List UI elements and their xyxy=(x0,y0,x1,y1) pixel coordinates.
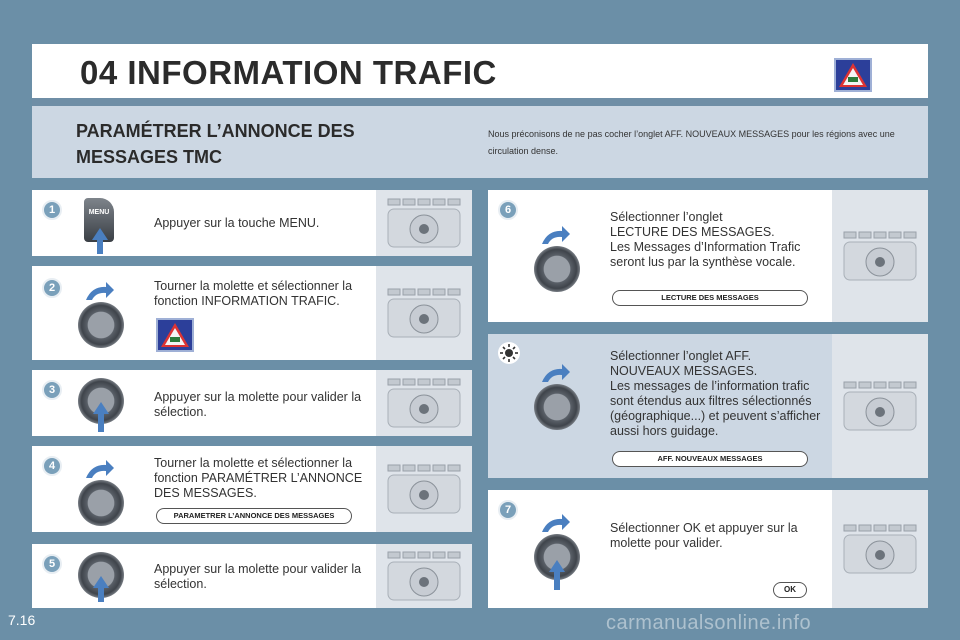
press-arrow-icon xyxy=(91,574,111,604)
radio-panel-image xyxy=(376,190,472,256)
radio-panel-drawing xyxy=(376,544,472,608)
step-text-4: Tourner la molette et sélectionner la fonction PARAMÉTRER L’ANNONCE DES MESSAGES. xyxy=(154,456,363,500)
radio-panel-drawing xyxy=(376,370,472,436)
advice-note: Nous préconisons de ne pas cocher l’onglet AFF. NOUVEAUX MESSAGES pour les régions avec une circulation dense. xyxy=(488,129,895,156)
press-arrow-icon xyxy=(91,400,111,434)
step-text-7: Sélectionner OK et appuyer sur la molette pour valider. xyxy=(610,521,798,550)
press-arrow-icon xyxy=(90,226,110,256)
radio-panel-drawing xyxy=(832,490,928,608)
step-number-3: 3 xyxy=(42,380,62,400)
radio-panel-image xyxy=(376,266,472,360)
traffic-info-icon xyxy=(156,318,194,352)
radio-panel-image xyxy=(832,490,928,608)
radio-panel-drawing xyxy=(376,190,472,256)
menu-option-pill: LECTURE DES MESSAGES xyxy=(612,290,808,306)
menu-option-pill: PARAMETRER L’ANNONCE DES MESSAGES xyxy=(156,508,352,524)
turn-arrow-icon xyxy=(84,280,116,302)
step-text-6: Sélectionner l’onglet LECTURE DES MESSAGES. Les Messages d’Information Trafic seront lus par la synthèse vocale. xyxy=(610,210,801,269)
radio-panel-drawing xyxy=(376,446,472,532)
menu-button-icon: MENU xyxy=(84,198,114,242)
turn-arrow-icon xyxy=(84,458,116,480)
step-text-2: Tourner la molette et sélectionner la fonction INFORMATION TRAFIC. xyxy=(154,279,353,308)
step-number-6: 6 xyxy=(498,200,518,220)
radio-panel-image xyxy=(376,544,472,608)
radio-panel-image xyxy=(832,190,928,322)
radio-panel-drawing xyxy=(832,334,928,478)
header-rule xyxy=(32,98,928,106)
page-number: 7.16 xyxy=(8,612,36,628)
rotary-knob-icon xyxy=(78,302,124,348)
turn-arrow-icon xyxy=(540,512,572,534)
rotary-knob-icon xyxy=(78,480,124,526)
step-number-7: 7 xyxy=(498,500,518,520)
step-text-3: Appuyer sur la molette pour valider la sélection. xyxy=(154,390,362,419)
turn-arrow-icon xyxy=(540,224,572,246)
tip-text: Sélectionner l’onglet AFF. NOUVEAUX MESSAGES. Les messages de l’information trafic sont étendus aux filtres sélectionnés (géographique...) et peuvent s’afficher aussi hors guidage. xyxy=(610,349,821,438)
press-arrow-icon xyxy=(547,558,567,592)
tip-light-icon xyxy=(498,342,520,364)
ok-option-pill: OK xyxy=(773,582,807,598)
radio-panel-image xyxy=(376,446,472,532)
section-title: PARAMÉTRER L’ANNONCE DES MESSAGES TMC xyxy=(76,121,355,167)
step-text-1: Appuyer sur la touche MENU. xyxy=(154,216,320,230)
rotary-knob-icon xyxy=(534,384,580,430)
step-text-5: Appuyer sur la molette pour valider la sélection. xyxy=(154,562,362,591)
step-number-5: 5 xyxy=(42,554,62,574)
watermark: carmanualsonline.info xyxy=(606,612,812,634)
step-number-4: 4 xyxy=(42,456,62,476)
radio-panel-image xyxy=(832,334,928,478)
radio-panel-drawing xyxy=(376,266,472,360)
page-title: 04 INFORMATION TRAFIC xyxy=(80,54,497,91)
step-number-1: 1 xyxy=(42,200,62,220)
traffic-info-icon xyxy=(834,58,872,92)
turn-arrow-icon xyxy=(540,362,572,384)
rotary-knob-icon xyxy=(534,246,580,292)
radio-panel-drawing xyxy=(832,190,928,322)
radio-panel-image xyxy=(376,370,472,436)
step-number-2: 2 xyxy=(42,278,62,298)
menu-option-pill: AFF. NOUVEAUX MESSAGES xyxy=(612,451,808,467)
